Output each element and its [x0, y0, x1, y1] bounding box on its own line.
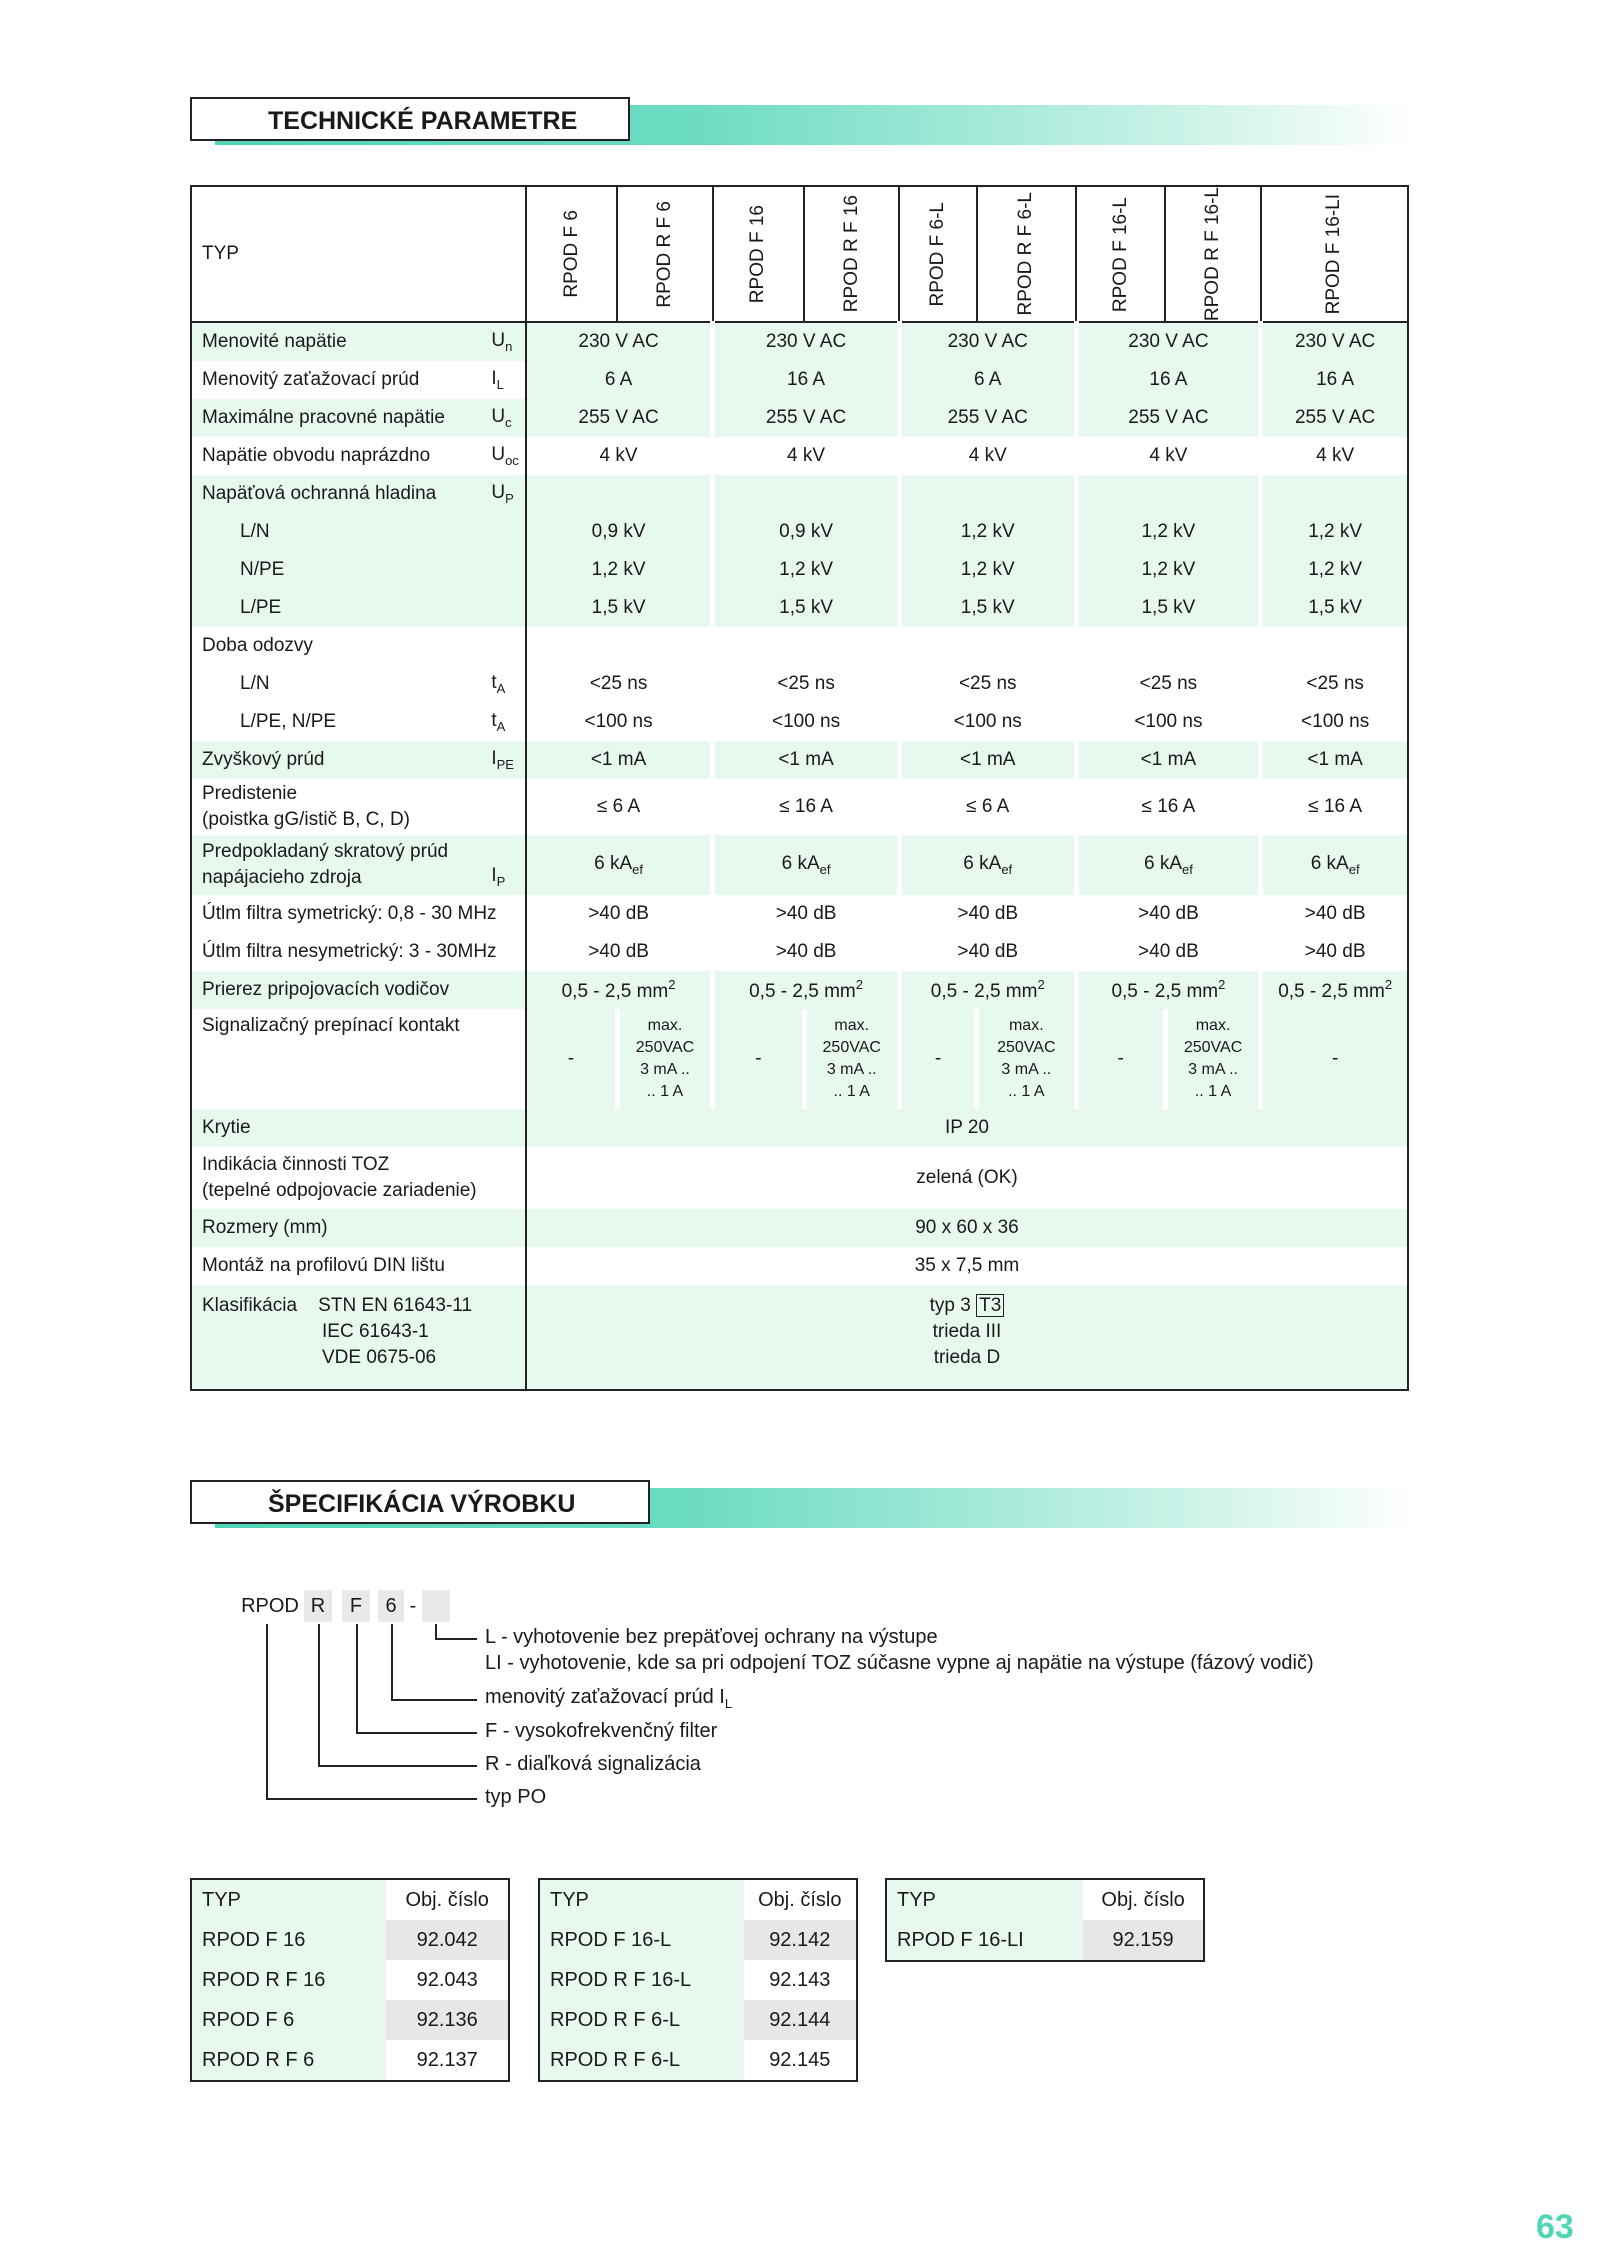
table-row [191, 475, 1408, 513]
table-row [191, 1920, 509, 1960]
table-row [539, 1960, 857, 2000]
header-obj: Obj. číslo [758, 1888, 842, 1911]
cell: typ 3 T3 trieda III trieda D [526, 1285, 1408, 1390]
cell: 1,5 kV [1261, 589, 1408, 627]
typ-label: TYP [191, 186, 485, 322]
cell: 90 x 60 x 36 [526, 1209, 1408, 1247]
order-table-2 [538, 1878, 858, 2082]
table-row [191, 361, 1408, 399]
cell: - [713, 1009, 804, 1109]
row-label: Zvyškový prúd [191, 741, 485, 779]
table-row [191, 835, 1408, 895]
cell: ≤ 6 A [596, 796, 641, 818]
cell: >40 dB [1261, 895, 1408, 933]
cell: 4 kV [1076, 437, 1261, 475]
cell: <25 ns [1076, 665, 1261, 703]
cell: <25 ns [1261, 665, 1408, 703]
cell: 4 kV [599, 445, 638, 467]
row-label: L/PE, N/PE [240, 711, 337, 733]
cell: 1,5 kV [899, 589, 1076, 627]
cell-obj: 92.145 [769, 2048, 831, 2071]
cell: <100 ns [899, 703, 1076, 741]
cell-obj: 92.142 [744, 1920, 857, 1960]
table-row [191, 1009, 1408, 1109]
table-row [191, 1960, 509, 2000]
cell: 255 V AC [1261, 399, 1408, 437]
cell: >40 dB [713, 895, 900, 933]
cell: 16 A [1076, 361, 1261, 399]
type-header: RPOD R F 6-L [977, 186, 1076, 322]
table-row [191, 1109, 1408, 1147]
legend-type: typ PO [485, 1786, 547, 1808]
row-label: Maximálne pracovné napätie [191, 399, 485, 437]
section-title-text: TECHNICKÉ PARAMETRE [268, 107, 578, 135]
cell-typ: RPOD R F 6-L [539, 2040, 744, 2081]
cell: 6 $kA_{ef}$ [526, 835, 713, 895]
cell-obj: 92.042 [386, 1920, 509, 1960]
table-row [539, 2040, 857, 2081]
legend-current: menovitý zaťažovací prúd $I_L$ [485, 1686, 733, 1711]
section-title-technical [190, 97, 630, 141]
legend-filter: F - vysokofrekvenčný filter [485, 1720, 718, 1742]
cell: 0,9 kV [526, 513, 713, 551]
table-row [886, 1920, 1204, 1961]
order-table-3 [885, 1878, 1205, 1962]
cell: >40 dB [899, 933, 1076, 971]
cell: 16 A [713, 361, 900, 399]
table-row [191, 665, 1408, 703]
header-typ: TYP [539, 1879, 744, 1920]
row-label: Menovité napätie [191, 322, 485, 361]
cell-typ: RPOD F 6 [191, 2000, 386, 2040]
cell: 4 kV [899, 437, 1076, 475]
cell: 0,5 - 2,5 $mm^2$ [1261, 971, 1408, 1009]
table-row [191, 589, 1408, 627]
cell: ≤ 16 A [1076, 779, 1261, 835]
row-label: Indikácia činnosti TOZ (tepelné odpojovacie zariadenie) [191, 1147, 526, 1209]
cell: <25 ns [713, 665, 900, 703]
table-header-row [191, 186, 1408, 322]
cell: 1,2 kV [1261, 551, 1408, 589]
type-header: RPOD R F 16 [804, 186, 899, 322]
row-symbol: $U_P$ [485, 475, 526, 513]
cell: <25 ns [899, 665, 1076, 703]
cell: >40 dB [899, 895, 1076, 933]
cell: >40 dB [713, 933, 900, 971]
cell: max. 250VAC 3 mA .. .. 1 A [1165, 1009, 1260, 1109]
code-prefix: RPOD [241, 1595, 299, 1617]
cell: ≤ 16 A [713, 779, 900, 835]
cell: 230 V AC [526, 322, 713, 361]
cell: zelená (OK) [916, 1167, 1018, 1189]
connector-line [266, 1798, 477, 1800]
legend-l: L - vyhotovenie bez prepäťovej ochrany na výstupe [485, 1626, 938, 1648]
cell: 1,5 kV [1076, 589, 1261, 627]
row-symbol: $t_A$ [485, 703, 526, 741]
type-header: RPOD R F 16-L [1165, 186, 1260, 322]
connector-line [435, 1624, 437, 1639]
table-row [539, 1920, 857, 1960]
cell: 230 V AC [1261, 322, 1408, 361]
technical-parameters-table [190, 185, 1409, 1391]
cell: 0,9 kV [713, 513, 900, 551]
cell: 1,2 kV [1076, 551, 1261, 589]
type-header: RPOD F 6 [526, 186, 617, 322]
cell-typ: RPOD R F 16-L [539, 1960, 744, 2000]
cell: >40 dB [588, 903, 649, 925]
row-label: Útlm filtra symetrický: 0,8 - 30 MHz [191, 895, 526, 933]
table-row [191, 551, 1408, 589]
cell: 1,2 kV [526, 551, 713, 589]
cell: 230 V AC [713, 322, 900, 361]
cell: 1,2 kV [1261, 513, 1408, 551]
row-label: Krytie [191, 1109, 526, 1147]
cell: <1 mA [1076, 741, 1261, 779]
page-number: 63 [1536, 2208, 1574, 2246]
code-f: F [342, 1590, 370, 1622]
cell-typ: RPOD F 16-LI [886, 1920, 1083, 1961]
table-row [191, 1147, 1408, 1209]
connector-line [266, 1624, 268, 1799]
table-row [191, 437, 1408, 475]
table-row [191, 1209, 1408, 1247]
code-dash: - [409, 1595, 417, 1617]
cell: <1 mA [713, 741, 900, 779]
table-row [191, 2000, 509, 2040]
cell: 6 A [899, 361, 1076, 399]
cell: max. 250VAC 3 mA .. .. 1 A [977, 1009, 1076, 1109]
cell-obj: 92.137 [416, 2048, 478, 2071]
cell: 6 $kA_{ef}$ [713, 835, 900, 895]
table-row [539, 2000, 857, 2040]
table-row [191, 2040, 509, 2081]
table-row [191, 399, 1408, 437]
table-row [191, 1285, 1408, 1390]
table-row [191, 322, 1408, 361]
connector-line [435, 1638, 477, 1640]
cell: 1,2 kV [899, 513, 1076, 551]
cell: - [526, 1009, 617, 1109]
cell: 0,5 - 2,5 $mm^2$ [899, 971, 1076, 1009]
table-row [191, 741, 1408, 779]
code-6: 6 [378, 1590, 404, 1622]
cell: 6 A [526, 361, 713, 399]
connector-line [391, 1699, 477, 1701]
cell: 6 $kA_{ef}$ [1076, 835, 1261, 895]
table-header-row [886, 1879, 1204, 1920]
cell: 255 V AC [526, 399, 713, 437]
type-header: RPOD F 16-L [1076, 186, 1165, 322]
header-obj: Obj. číslo [1101, 1888, 1185, 1911]
cell: <100 ns [713, 703, 900, 741]
cell-obj: 92.143 [769, 1968, 831, 1991]
table-row [191, 971, 1408, 1009]
cell: - [899, 1009, 976, 1109]
row-symbol: $I_L$ [485, 361, 526, 399]
cell: <1 mA [526, 741, 713, 779]
cell: >40 dB [1261, 933, 1408, 971]
type-header: RPOD R F 6 [617, 186, 712, 322]
section-title-specification [190, 1480, 650, 1524]
row-label: L/PE [191, 589, 485, 627]
cell: 6 $kA_{ef}$ [899, 835, 1076, 895]
row-symbol: $I_P$ [485, 835, 526, 895]
cell: 1,2 kV [713, 551, 900, 589]
type-header: RPOD F 16-LI [1261, 186, 1408, 322]
cell: >40 dB [1076, 895, 1261, 933]
table-header-row [191, 1879, 509, 1920]
cell: max. 250VAC 3 mA .. .. 1 A [617, 1009, 712, 1109]
cell-typ: RPOD R F 6 [191, 2040, 386, 2081]
cell: 230 V AC [899, 322, 1076, 361]
type-header: RPOD F 16 [713, 186, 804, 322]
cell-obj: 92.159 [1083, 1920, 1204, 1961]
table-row [191, 513, 1408, 551]
cell: ≤ 16 A [1261, 779, 1408, 835]
cell: 255 V AC [713, 399, 900, 437]
cell: - [1261, 1009, 1408, 1109]
row-label: L/N [191, 513, 485, 551]
table-row [191, 1247, 1408, 1285]
legend-remote: R - diaľková signalizácia [485, 1753, 701, 1775]
row-label: N/PE [191, 551, 485, 589]
table-row [191, 895, 1408, 933]
row-label: Predistenie (poistka gG/istič B, C, D) [202, 783, 410, 831]
cell: 1,2 kV [1076, 513, 1261, 551]
row-label: Doba odozvy [202, 635, 313, 657]
cell: 0,5 - 2,5 $mm^2$ [713, 971, 900, 1009]
cell: max. 250VAC 3 mA .. .. 1 A [804, 1009, 899, 1109]
row-symbol: $U_c$ [485, 399, 526, 437]
cell: <1 mA [1261, 741, 1408, 779]
connector-line [391, 1624, 393, 1700]
cell: 0,5 - 2,5 $mm^2$ [526, 971, 713, 1009]
cell: 1,5 kV [713, 589, 900, 627]
cell: <100 ns [1076, 703, 1261, 741]
connector-line [356, 1732, 477, 1734]
cell: ≤ 6 A [899, 779, 1076, 835]
row-label: Prierez pripojovacích vodičov [191, 971, 526, 1009]
row-label: Montáž na profilovú DIN lištu [191, 1247, 526, 1285]
row-symbol: $U_n$ [485, 322, 526, 361]
connector-line [318, 1765, 477, 1767]
cell: 4 kV [713, 437, 900, 475]
cell: 16 A [1261, 361, 1408, 399]
cell: >40 dB [1076, 933, 1261, 971]
cell: <1 mA [899, 741, 1076, 779]
section-title-text: ŠPECIFIKÁCIA VÝROBKU [268, 1490, 576, 1518]
row-label: Napätie obvodu naprázdno [202, 445, 431, 467]
connector-line [318, 1624, 320, 1766]
row-label: Napäťová ochranná hladina [191, 475, 485, 513]
cell: 255 V AC [1076, 399, 1261, 437]
table-row [191, 703, 1408, 741]
connector-line [356, 1624, 358, 1733]
row-symbol: $I_{PE}$ [485, 741, 526, 779]
header-obj: Obj. číslo [405, 1888, 489, 1911]
code-variant [422, 1590, 450, 1622]
cell: IP 20 [526, 1109, 1408, 1147]
row-label: Predpokladaný skratový prúd napájacieho zdroja [191, 835, 485, 895]
cell: <25 ns [589, 673, 648, 695]
code-r: R [304, 1590, 332, 1622]
table-row [191, 627, 1408, 665]
header-typ: TYP [886, 1879, 1083, 1920]
table-header-row [539, 1879, 857, 1920]
row-label: Rozmery (mm) [191, 1209, 526, 1247]
cell: 1,2 kV [899, 551, 1076, 589]
order-table-1 [190, 1878, 510, 2082]
cell-obj: 92.144 [744, 2000, 857, 2040]
cell: 230 V AC [1076, 322, 1261, 361]
type-header: RPOD F 6-L [899, 186, 976, 322]
cell: >40 dB [588, 941, 649, 963]
cell-typ: RPOD R F 16 [191, 1960, 386, 2000]
cell: <100 ns [1261, 703, 1408, 741]
row-label: Signalizačný prepínací kontakt [191, 1009, 526, 1109]
cell: 1,5 kV [526, 589, 713, 627]
cell: <100 ns [584, 711, 653, 733]
row-label: Menovitý zaťažovací prúd [202, 369, 420, 391]
table-row [191, 779, 1408, 835]
cell-obj: 92.136 [386, 2000, 509, 2040]
cell: 0,5 - 2,5 $mm^2$ [1076, 971, 1261, 1009]
cell: 35 x 7,5 mm [914, 1255, 1020, 1277]
table-row [191, 933, 1408, 971]
cell: 255 V AC [899, 399, 1076, 437]
row-label: L/N [240, 673, 270, 695]
row-label: Klasifikácia STN EN 61643-11 IEC 61643-1 VDE 0675-06 [191, 1285, 526, 1390]
row-label: Útlm filtra nesymetrický: 3 - 30MHz [191, 933, 526, 971]
header-typ: TYP [191, 1879, 386, 1920]
cell: 6 $kA_{ef}$ [1261, 835, 1408, 895]
cell: - [1076, 1009, 1165, 1109]
legend-li: LI - vyhotovenie, kde sa pri odpojení TOZ súčasne vypne aj napätie na výstupe (fázový vodič) [485, 1652, 1314, 1674]
cell-typ: RPOD F 16-L [539, 1920, 744, 1960]
cell-typ: RPOD R F 6-L [539, 2000, 744, 2040]
row-symbol: $U_{oc}$ [485, 437, 526, 475]
cell-obj: 92.043 [416, 1968, 478, 1991]
cell: 4 kV [1261, 437, 1408, 475]
row-symbol: $t_A$ [485, 665, 526, 703]
cell-typ: RPOD F 16 [191, 1920, 386, 1960]
